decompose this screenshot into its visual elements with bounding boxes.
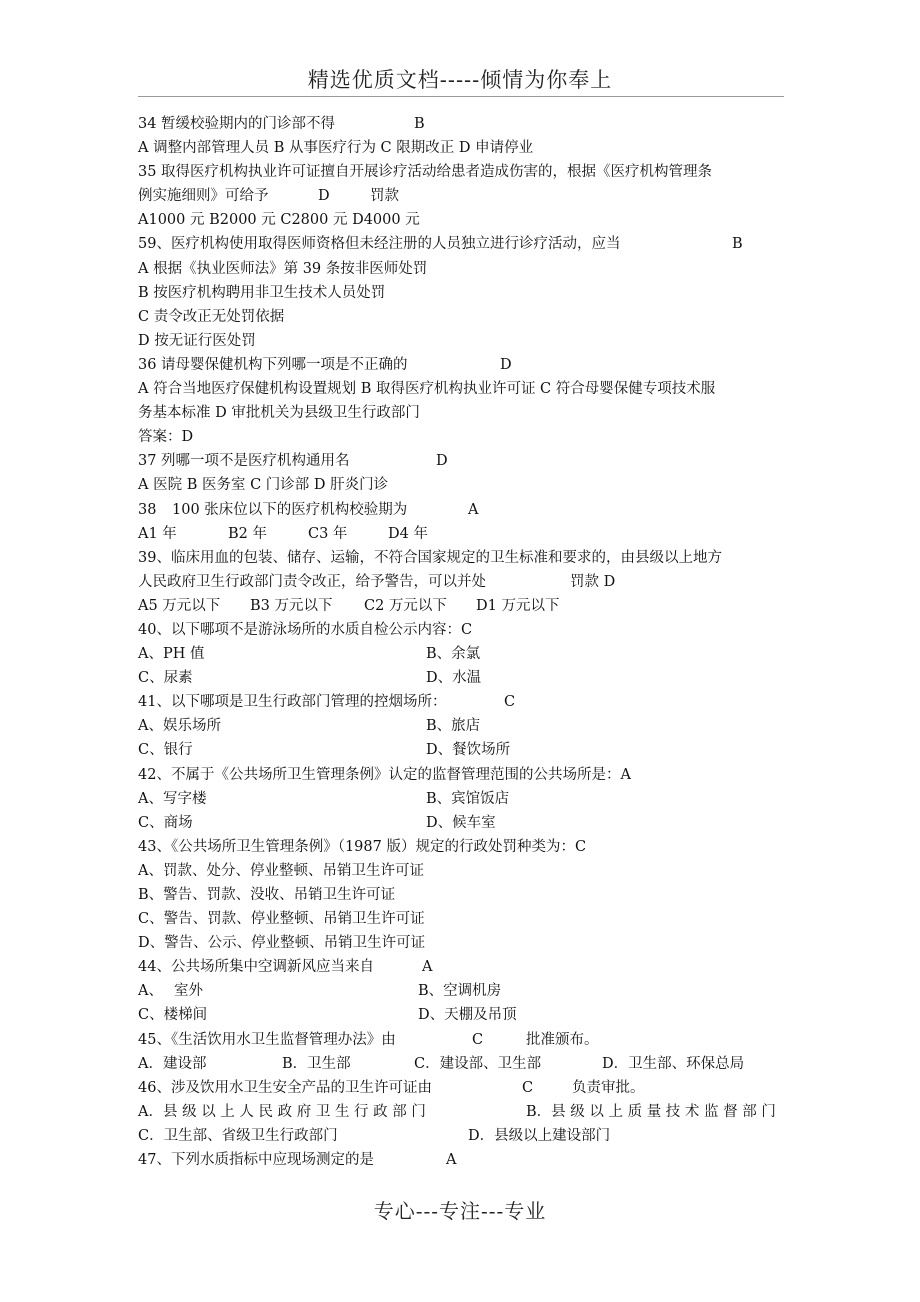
text-segment: C、楼梯间	[138, 1007, 208, 1024]
text-line	[138, 1148, 788, 1172]
text-segment: 室外	[174, 983, 203, 1000]
text-line	[138, 281, 788, 305]
text-segment: A5 万元以下	[138, 597, 221, 614]
text-segment: B、宾馆饭店	[426, 790, 510, 807]
text-segment: 43、《公共场所卫生管理条例》（1987 版）规定的行政处罚种类为：C	[138, 838, 587, 855]
text-segment: C3 年	[308, 525, 348, 542]
text-line	[138, 1003, 788, 1027]
text-line	[138, 1028, 788, 1052]
document-body	[138, 112, 788, 1172]
text-segment: D、餐饮场所	[426, 742, 511, 759]
text-segment: B、警告、罚款、没收、吊销卫生许可证	[138, 887, 396, 903]
text-segment: A	[468, 501, 479, 518]
text-segment: C2 万元以下	[364, 597, 447, 614]
text-segment: A、	[138, 983, 163, 1000]
text-segment: B	[732, 236, 743, 253]
text-segment: D	[318, 188, 330, 205]
text-segment: 45、《生活饮用水卫生监督管理办法》由	[138, 1031, 396, 1048]
text-segment: 38	[138, 501, 157, 518]
text-segment: 答案：D	[138, 429, 194, 446]
text-line	[138, 208, 788, 232]
text-segment: 36 请母婴保健机构下列哪一项是不正确的	[138, 356, 408, 373]
text-segment: 41、以下哪项是卫生行政部门管理的控烟场所：	[138, 694, 447, 711]
text-line	[138, 642, 788, 666]
text-line	[138, 1100, 788, 1124]
text-line	[138, 1124, 788, 1148]
text-line	[138, 136, 788, 160]
text-line	[138, 1076, 788, 1100]
text-line	[138, 401, 788, 425]
text-segment: C	[522, 1079, 534, 1096]
page-header: 精选优质文档-----倾情为你奉上	[307, 68, 613, 92]
text-segment: C、商场	[138, 814, 193, 831]
text-line	[138, 955, 788, 979]
text-segment: A 调整内部管理人员 B 从事医疗行为 C 限期改正 D 申请停业	[138, 140, 534, 157]
text-line	[138, 473, 788, 497]
text-segment: D1 万元以下	[476, 597, 560, 614]
text-segment: 负责审批。	[572, 1079, 645, 1096]
text-segment: 46、涉及饮用水卫生安全产品的卫生许可证由	[138, 1079, 432, 1096]
text-segment: B、旅店	[426, 718, 481, 735]
text-segment: A、娱乐场所	[138, 718, 221, 735]
text-segment: A1 年	[138, 525, 177, 542]
page-footer: 专心---专注---专业	[373, 1199, 547, 1223]
text-line	[138, 257, 788, 281]
text-segment: C、银行	[138, 742, 193, 759]
text-segment: B 按医疗机构聘用非卫生技术人员处罚	[138, 284, 386, 301]
text-segment: A、罚款、处分、停业整顿、吊销卫生许可证	[138, 862, 424, 879]
text-segment: 42、不属于《公共场所卫生管理条例》认定的监督管理范围的公共场所是：A	[138, 766, 631, 783]
text-segment: 47、下列水质指标中应现场测定的是	[138, 1152, 374, 1169]
text-segment: 40、以下哪项不是游泳场所的水质自检公示内容：C	[138, 621, 473, 638]
text-segment: B、空调机房	[418, 983, 502, 1000]
text-segment: C	[504, 694, 516, 711]
text-segment: B	[414, 116, 425, 132]
text-segment: C	[472, 1031, 484, 1048]
text-segment: A、PH 值	[138, 646, 205, 663]
text-segment: A 医院 B 医务室 C 门诊部 D 肝炎门诊	[138, 477, 389, 494]
text-segment: D、水温	[426, 670, 482, 687]
text-line	[138, 425, 788, 449]
text-line	[138, 305, 788, 329]
text-line	[138, 184, 788, 208]
text-line	[138, 883, 788, 907]
text-segment: 例实施细则》可给予	[138, 188, 269, 205]
text-line	[138, 594, 788, 618]
text-line	[138, 232, 788, 256]
text-segment: B2 年	[228, 525, 267, 542]
text-segment: C 责令改正无处罚依据	[138, 308, 285, 325]
text-segment: B．卫生部	[282, 1055, 351, 1072]
text-segment: 务基本标准 D 审批机关为县级卫生行政部门	[138, 405, 420, 422]
text-line	[138, 377, 788, 401]
text-line	[138, 1052, 788, 1076]
text-segment: C、警告、罚款、停业整顿、吊销卫生许可证	[138, 911, 425, 928]
text-line	[138, 522, 788, 546]
text-segment: A 根据《执业医师法》第 39 条按非医师处罚	[138, 260, 428, 277]
text-segment: D	[436, 453, 448, 470]
text-segment: C、尿素	[138, 670, 193, 687]
text-segment: 44、公共场所集中空调新风应当来自	[138, 959, 374, 976]
text-segment: B3 万元以下	[250, 597, 333, 614]
text-line	[138, 811, 788, 835]
text-segment: D、警告、公示、停业整顿、吊销卫生许可证	[138, 935, 426, 952]
text-segment: 37 列哪一项不是医疗机构通用名	[138, 453, 350, 470]
text-line	[138, 353, 788, 377]
text-segment: 59、医疗机构使用取得医师资格但未经注册的人员独立进行诊疗活动，应当	[138, 236, 621, 253]
text-line	[138, 618, 788, 642]
text-segment: A	[422, 959, 433, 976]
text-segment: A1000 元 B2000 元 C2800 元 D4000 元	[138, 212, 420, 229]
text-line	[138, 112, 788, 136]
text-segment: A．建设部	[138, 1055, 207, 1072]
text-segment: D 按无证行医处罚	[138, 332, 256, 349]
text-segment: 34 暂缓校验期内的门诊部不得	[138, 116, 336, 132]
text-segment: D、天棚及吊顶	[418, 1007, 517, 1024]
text-line	[138, 690, 788, 714]
text-segment: 罚款 D	[570, 573, 616, 590]
text-line	[138, 329, 788, 353]
text-line	[138, 498, 788, 522]
text-line	[138, 931, 788, 955]
text-line	[138, 835, 788, 859]
text-line	[138, 570, 788, 594]
text-segment: D、候车室	[426, 814, 496, 831]
text-segment: 罚款	[370, 188, 399, 205]
text-line	[138, 546, 788, 570]
text-segment: A．县 级 以 上 人 民 政 府 卫 生 行 政 部 门	[138, 1103, 426, 1120]
text-segment: 39、临床用血的包装、储存、运输，不符合国家规定的卫生标准和要求的，由县级以上地方	[138, 549, 722, 566]
text-segment: D4 年	[388, 525, 428, 542]
text-segment: A 符合当地医疗保健机构设置规划 B 取得医疗机构执业许可证 C 符合母婴保健专项技术服	[138, 381, 716, 398]
text-line	[138, 738, 788, 762]
text-segment: C．建设部、卫生部	[414, 1055, 542, 1072]
text-segment: B、余氯	[426, 646, 481, 663]
text-segment: 35 取得医疗机构执业许可证擅自开展诊疗活动给患者造成伤害的，根据《医疗机构管理条	[138, 164, 713, 181]
text-segment: B．县 级 以 上 质 量 技 术 监 督 部 门	[526, 1103, 776, 1120]
text-segment: D	[500, 356, 512, 373]
text-line	[138, 859, 788, 883]
header-divider	[138, 96, 784, 97]
text-segment: 人民政府卫生行政部门责令改正，给予警告，可以并处	[138, 573, 486, 590]
text-line	[138, 907, 788, 931]
text-segment: 100 张床位以下的医疗机构校验期为	[172, 501, 408, 518]
text-line	[138, 449, 788, 473]
text-segment: A	[446, 1152, 457, 1169]
text-segment: D．县级以上建设部门	[468, 1127, 611, 1144]
text-line	[138, 763, 788, 787]
text-line	[138, 714, 788, 738]
text-segment: 批准颁布。	[526, 1031, 599, 1048]
text-segment: D．卫生部、环保总局	[602, 1055, 745, 1072]
text-line	[138, 160, 788, 184]
text-line	[138, 787, 788, 811]
text-segment: A、写字楼	[138, 790, 207, 807]
text-line	[138, 979, 788, 1003]
text-segment: C．卫生部、省级卫生行政部门	[138, 1127, 338, 1144]
text-line	[138, 666, 788, 690]
